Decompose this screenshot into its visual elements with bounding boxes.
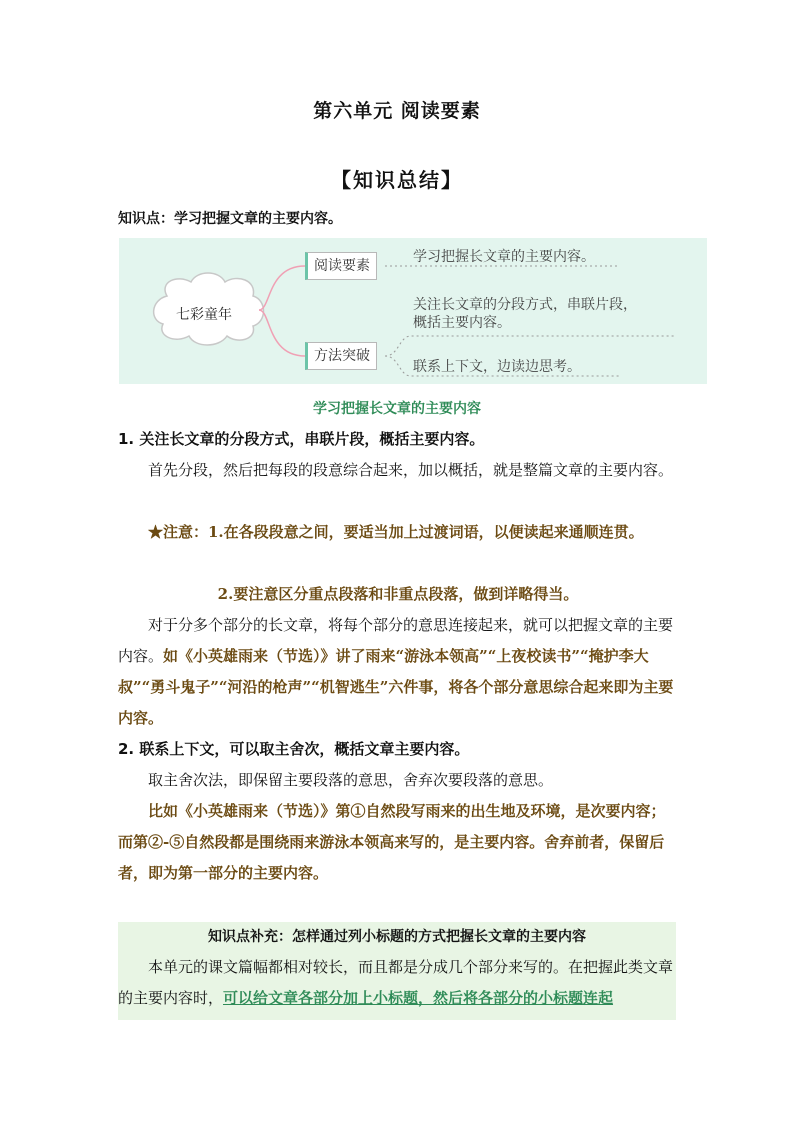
point2-heading: 2. 联系上下文，可以取主舍次，概括文章主要内容。 bbox=[118, 740, 470, 758]
point2-example: 比如《小英雄雨来（节选）》第①自然段写雨来的出生地及环境，是次要内容；而第②-⑤自然段都是围绕雨来游泳本领高来写的，是主要内容。舍弃前者，保留后者，即为第一部分的主要内容。 bbox=[118, 802, 666, 882]
section-title: 【知识总结】 bbox=[331, 168, 463, 192]
point1-note1: ★注意：1.在各段段意之间，要适当加上过渡词语，以便读起来通顺连贯。 bbox=[148, 523, 644, 541]
point1-note2: 2.要注意区分重点段落和非重点段落，做到详略得当。 bbox=[217, 585, 579, 603]
point1-heading: 1. 关注长文章的分段方式，串联片段，概括主要内容。 bbox=[118, 430, 485, 448]
point2-body: 取主舍次法，即保留主要段落的意思，舍弃次要段落的意思。 bbox=[148, 771, 554, 789]
mind-map-center: 七彩童年 bbox=[176, 307, 232, 323]
supplement-title: 知识点补充：怎样通过列小标题的方式把握长文章的主要内容 bbox=[208, 929, 586, 945]
supplement-body-highlight: 可以给文章各部分加上小标题，然后将各部分的小标题连起 bbox=[223, 989, 614, 1007]
point1-body: 首先分段，然后把每段的段意综合起来，加以概括，就是整篇文章的主要内容。 bbox=[148, 461, 674, 479]
page-title: 第六单元 阅读要素 bbox=[313, 100, 481, 122]
supplement-body bbox=[118, 952, 676, 1014]
supplement-body-plain: 本单元的课文篇幅都相对较长，而且都是分成几个部分来写的。在把握此类文章的主要内容时， bbox=[118, 958, 674, 1007]
supplement-box bbox=[118, 922, 676, 1020]
node-reading-element: 阅读要素 bbox=[305, 252, 377, 280]
point1-para-b: 如《小英雄雨来（节选）》讲了雨来“游泳本领高”“上夜校读书”“掩护李大叔”“勇斗鬼子”“河沿的枪声”“机智逃生”六件事，将各个部分意思综合起来即为主要内容。 bbox=[118, 647, 674, 727]
branch1-text: 学习把握长文章的主要内容。 bbox=[413, 249, 595, 265]
branch2-text2: 联系上下文，边读边思考。 bbox=[413, 359, 581, 375]
mind-map bbox=[119, 238, 707, 384]
branch2-text1-line1: 关注长文章的分段方式，串联片段， bbox=[413, 297, 637, 313]
green-subtitle: 学习把握长文章的主要内容 bbox=[313, 401, 481, 417]
node-method: 方法突破 bbox=[305, 342, 377, 370]
knowledge-point: 知识点：学习把握文章的主要内容。 bbox=[118, 211, 342, 227]
point1-para-a: 对于分多个部分的长文章，将每个部分的意思连接起来，就可以把握文章的主要内容。 bbox=[118, 616, 674, 665]
branch2-text1-line2: 概括主要内容。 bbox=[413, 315, 511, 331]
point1-paragraph bbox=[118, 610, 678, 734]
